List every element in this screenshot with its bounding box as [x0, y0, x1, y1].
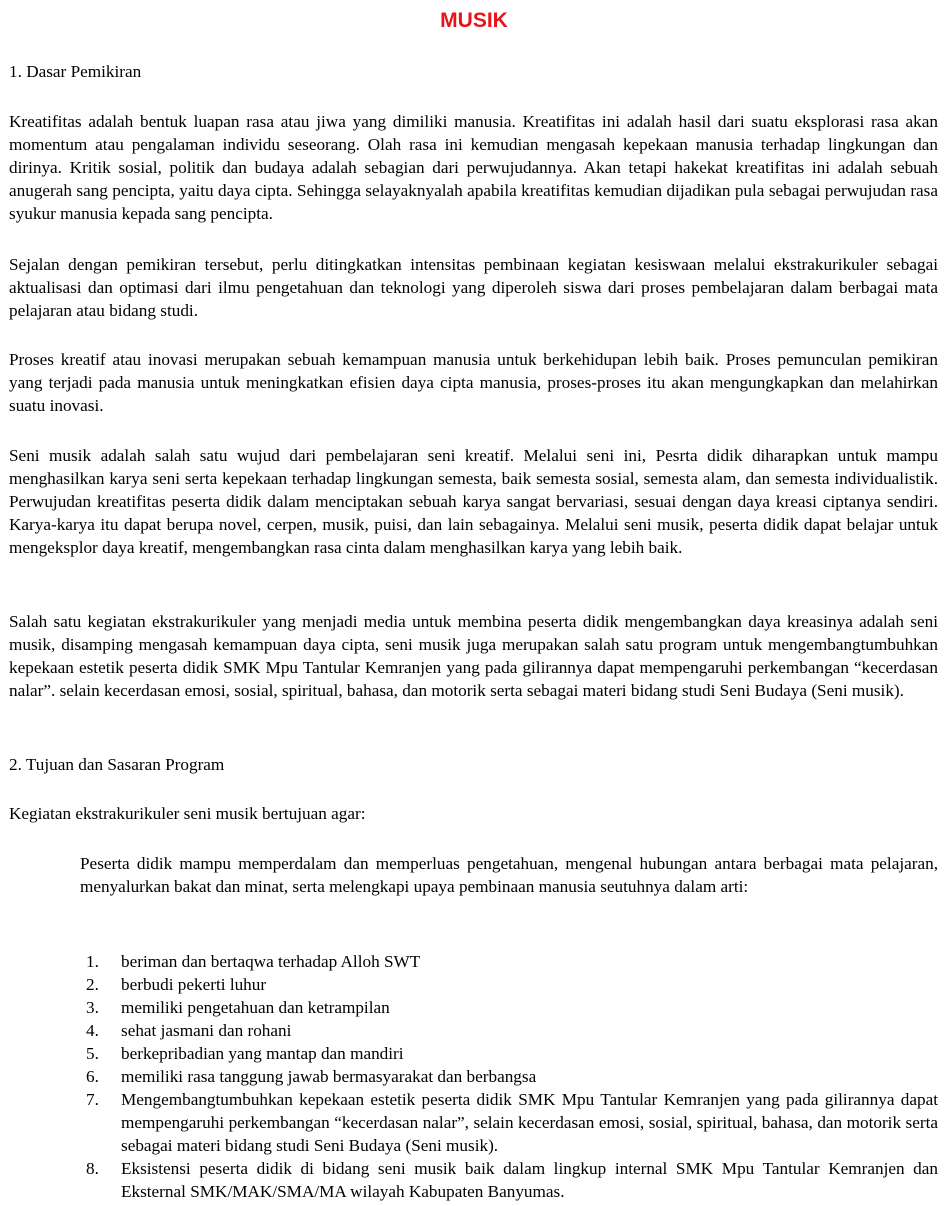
list-item — [80, 1157, 938, 1203]
list-number: 6. — [86, 1067, 99, 1086]
paragraph-salah-satu: Salah satu kegiatan ekstrakurikuler yang menjadi media untuk membina peserta didik mengembangkan daya kreasinya adalah seni musik, disamping mengasah kemampuan daya cipta, seni musik juga merupakan salah satu program untuk mengembangtumbuhkan kepekaan estetik peserta didik SMK Mpu Tantular Kemranjen yang pada gilirannya dapat mempengaruhi perkembangan “kecerdasan nalar”. selain kecerdasan emosi, sosial, spiritual, bahasa, dan motorik serta sebagai materi bidang studi Seni Budaya (Seni musik). — [9, 612, 938, 700]
goals-list — [80, 950, 938, 1203]
paragraph-seni-musik: Seni musik adalah salah satu wujud dari pembelajaran seni kreatif. Melalui seni ini, Pesrta didik diharapkan untuk mampu menghasilkan karya seni serta kepekaan terhadap lingkungan semesta, baik semesta sosial, semesta alam, dan semesta individualistik. Perwujudan kreatifitas peserta didik dalam menciptakan sebuah karya sangat bervariasi, sesuai dengan daya kreasi ciptanya sendiri. Karya-karya itu dapat berupa novel, cerpen, musik, puisi, dan lain sebagainya. Melalui seni musik, peserta didik dapat belajar untuk mengeksplor daya kreatif, mengembangkan rasa cinta dalam menghasilkan karya yang lebih baik. — [9, 446, 938, 557]
list-number: 3. — [86, 998, 99, 1017]
list-item — [80, 1088, 938, 1157]
paragraph-sejalan: Sejalan dengan pemikiran tersebut, perlu ditingkatkan intensitas pembinaan kegiatan kesiswaan melalui ekstrakurikuler sebagai aktualisasi dan optimasi dari ilmu pengetahuan dan teknologi yang diperoleh siswa dari proses pembelajaran dalam berbagai mata pelajaran atau bidang studi. — [9, 255, 938, 320]
list-item — [80, 973, 938, 996]
paragraph-peserta-didik: Peserta didik mampu memperdalam dan memperluas pengetahuan, mengenal hubungan antara berbagai mata pelajaran, menyalurkan bakat dan minat, serta melengkapi upaya pembinaan manusia seutuhnya dalam arti: — [80, 854, 938, 896]
list-number: 4. — [86, 1021, 99, 1040]
paragraph-kreatifitas: Kreatifitas adalah bentuk luapan rasa atau jiwa yang dimiliki manusia. Kreatifitas ini adalah hasil dari suatu eksplorasi rasa akan momentum atau pengalaman individu seseorang. Olah rasa ini kemudian mengasah kepekaan manusia terhadap lingkungan dan dirinya. Kritik sosial, politik dan budaya adalah sebagian dari perwujudannya. Akan tetapi hakekat kreatifitas ini adalah sebuah anugerah sang pencipta, yaitu daya cipta. Sehingga selayaknyalah apabila kreatifitas kemudian dijadikan pula sebagai perwujudan rasa syukur manusia kepada sang pencipta. — [9, 112, 938, 223]
list-item — [80, 1042, 938, 1065]
list-number: 2. — [86, 975, 99, 994]
section-heading-tujuan: 2. Tujuan dan Sasaran Program — [9, 755, 225, 774]
list-number: 5. — [86, 1044, 99, 1063]
document-title: MUSIK — [440, 9, 508, 32]
list-number: 8. — [86, 1159, 99, 1178]
list-item — [80, 950, 938, 973]
section-heading-dasar-pemikiran: 1. Dasar Pemikiran — [9, 62, 142, 81]
paragraph-proses-kreatif: Proses kreatif atau inovasi merupakan sebuah kemampuan manusia untuk berkehidupan lebih baik. Proses pemunculan pemikiran yang terjadi pada manusia untuk meningkatkan efisien daya cipta manusia, proses-proses itu akan mengungkapkan dan melahirkan suatu inovasi. — [9, 350, 938, 415]
list-number: 1. — [86, 952, 99, 971]
list-number: 7. — [86, 1090, 99, 1109]
list-item — [80, 1065, 938, 1088]
list-text: memiliki rasa tanggung jawab bermasyarakat dan berbangsa — [121, 1067, 537, 1086]
list-text: berbudi pekerti luhur — [121, 975, 267, 994]
list-text: berkepribadian yang mantap dan mandiri — [121, 1044, 404, 1063]
list-text: Mengembangtumbuhkan kepekaan estetik peserta didik SMK Mpu Tantular Kemranjen yang pada gilirannya dapat mempengaruhi perkembangan “kecerdasan nalar”, selain kecerdasan emosi, sosial, spiritual, bahasa, dan motorik serta sebagai materi bidang studi Seni Budaya (Seni musik). — [121, 1090, 938, 1155]
list-text: Eksistensi peserta didik di bidang seni musik baik dalam lingkup internal SMK Mpu Tantular Kemranjen dan Eksternal SMK/MAK/SMA/MA wilayah Kabupaten Banyumas. — [121, 1159, 938, 1201]
list-text: beriman dan bertaqwa terhadap Alloh SWT — [121, 952, 421, 971]
list-text: sehat jasmani dan rohani — [121, 1021, 292, 1040]
list-text: memiliki pengetahuan dan ketrampilan — [121, 998, 390, 1017]
list-item — [80, 996, 938, 1019]
list-item — [80, 1019, 938, 1042]
paragraph-tujuan-intro: Kegiatan ekstrakurikuler seni musik bertujuan agar: — [9, 804, 366, 823]
